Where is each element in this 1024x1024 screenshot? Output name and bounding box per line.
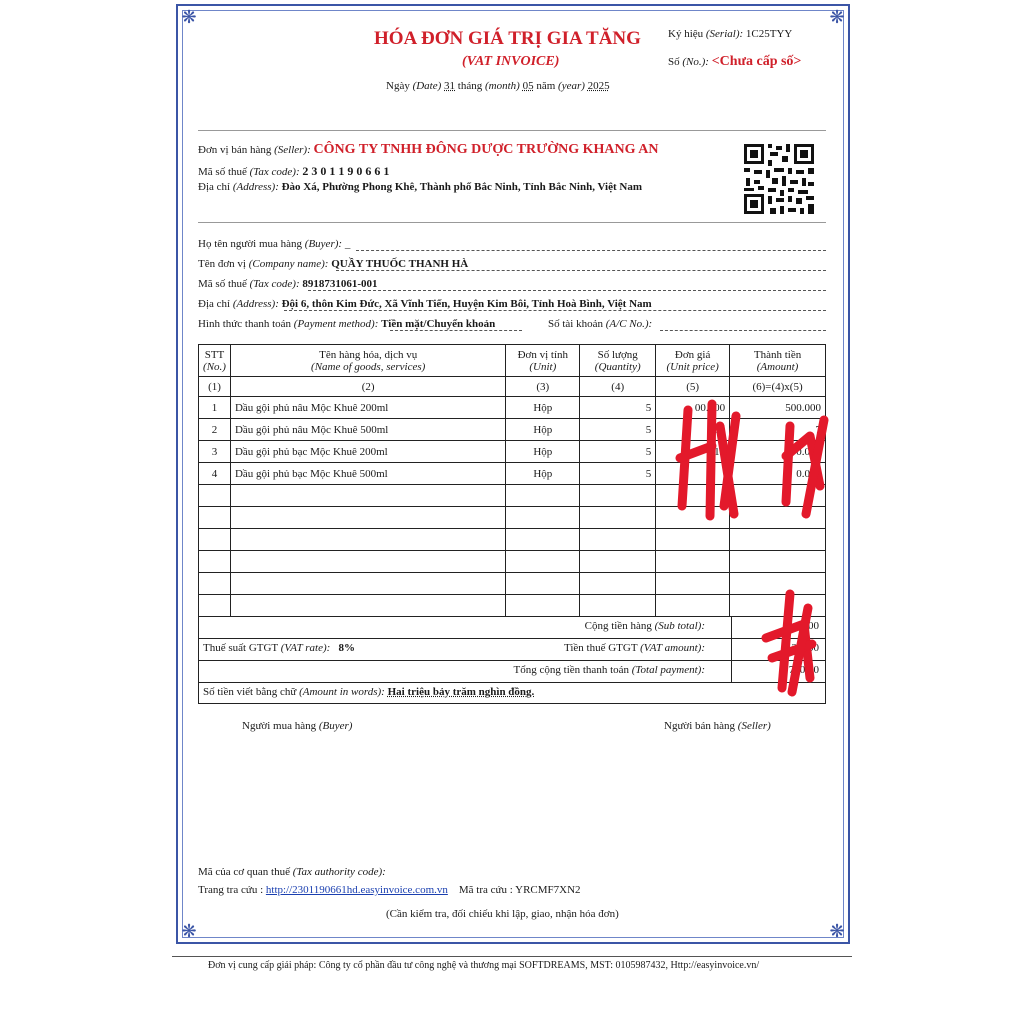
dotted-line xyxy=(308,290,826,291)
table-row-empty xyxy=(199,595,826,617)
column-index: (6)=(4)x(5) xyxy=(730,377,826,397)
table-row-empty xyxy=(199,507,826,529)
items-table xyxy=(198,344,826,617)
divider xyxy=(198,222,826,223)
buyer-address-field: Địa chỉ (Address): Đội 6, thôn Kim Đức, Xã Vĩnh Tiến, Huyện Kim Bôi, Tỉnh Hoà Bình, Việt Nam xyxy=(198,298,652,310)
subtotal-value: 00 xyxy=(808,620,819,632)
buyer-name-field: Họ tên người mua hàng (Buyer): _ xyxy=(198,238,351,250)
row-number: 1 xyxy=(199,397,231,419)
lookup-site-link[interactable]: http://2301190661hd.easyinvoice.com.vn xyxy=(265,884,448,896)
column-index-row xyxy=(199,377,826,397)
amount-in-words-field: Số tiền viết bằng chữ (Amount in words): Hai triệu bảy trăm nghìn đồng. xyxy=(203,686,535,698)
item-name: Dầu gội phủ bạc Mộc Khuê 200ml xyxy=(230,441,505,463)
vat-rate-field: Thuế suất GTGT (VAT rate): 8% xyxy=(203,642,356,654)
item-quantity: 5 xyxy=(580,397,656,419)
invoice-date: Ngày (Date) 31 tháng (month) 05 năm (year) 2025 xyxy=(386,80,610,92)
provider-footer: Đơn vị cung cấp giải pháp: Công ty cổ phần đầu tư công nghệ và thương mại SOFTDREAMS, MST: 0105987432, Http://easyinvoice.vn/ xyxy=(208,960,760,971)
seller-address-field: Địa chỉ (Address): Đào Xá, Phường Phong Khê, Thành phố Bắc Ninh, Tỉnh Bắc Ninh, Việt Nam xyxy=(198,181,643,193)
lookup-code: YRCMF7XN2 xyxy=(515,884,581,896)
invoice-number-field: Số (No.): <Chưa cấp số> xyxy=(668,54,802,69)
item-unit: Hộp xyxy=(506,397,580,419)
buyer-signature-label: Người mua hàng (Buyer) xyxy=(242,720,353,732)
item-unit-price xyxy=(656,463,730,485)
corner-ornament-icon: ❋ xyxy=(829,921,845,941)
cell-divider xyxy=(731,660,732,682)
item-unit: Hộp xyxy=(506,463,580,485)
column-index: (1) xyxy=(199,377,231,397)
item-quantity: 5 xyxy=(580,463,656,485)
seller-signature-label: Người bán hàng (Seller) xyxy=(664,720,771,732)
total-value: 700 00 xyxy=(788,664,819,676)
item-amount: 0.000 xyxy=(730,441,826,463)
table-row-empty xyxy=(199,529,826,551)
table-row xyxy=(199,441,826,463)
total-row xyxy=(199,660,825,683)
item-name: Dầu gội phủ bạc Mộc Khuê 500ml xyxy=(230,463,505,485)
column-index: (3) xyxy=(506,377,580,397)
item-quantity: 5 xyxy=(580,419,656,441)
column-index: (5) xyxy=(656,377,730,397)
vat-amount-label: Tiền thuế GTGT (VAT amount): xyxy=(564,642,705,654)
row-number: 4 xyxy=(199,463,231,485)
lookup-code-label: Mã tra cứu : xyxy=(458,884,513,896)
corner-ornament-icon: ❋ xyxy=(181,921,197,941)
column-header: Thành tiền (Amount) xyxy=(730,345,826,377)
corner-ornament-icon: ❋ xyxy=(181,7,197,27)
dotted-line xyxy=(284,310,826,311)
corner-ornament-icon: ❋ xyxy=(829,7,845,27)
verification-note: (Cần kiểm tra, đối chiếu khi lập, giao, nhận hóa đơn) xyxy=(386,908,619,920)
divider xyxy=(198,130,826,131)
item-name: Dầu gội phủ nâu Mộc Khuê 200ml xyxy=(230,397,505,419)
invoice-title: HÓA ĐƠN GIÁ TRỊ GIA TĂNG xyxy=(374,28,641,49)
item-amount: 500.000 xyxy=(730,397,826,419)
table-row xyxy=(199,463,826,485)
dotted-line xyxy=(356,250,826,251)
invoice-subtitle: (VAT INVOICE) xyxy=(462,54,560,69)
table-row xyxy=(199,419,826,441)
footer-divider xyxy=(172,956,852,957)
account-number-field: Số tài khoản (A/C No.): xyxy=(548,318,653,330)
column-index: (4) xyxy=(580,377,656,397)
table-header-row xyxy=(199,345,826,377)
item-amount: 0.000 xyxy=(730,463,826,485)
column-index: (2) xyxy=(230,377,505,397)
buyer-tax-field: Mã số thuế (Tax code): 8918731061-001 xyxy=(198,278,378,290)
item-unit: Hộp xyxy=(506,441,580,463)
cell-divider xyxy=(731,616,732,638)
column-header: Đơn vị tính (Unit) xyxy=(506,345,580,377)
vat-row xyxy=(199,638,825,661)
vat-amount-value: 20 .00 xyxy=(791,642,819,654)
tax-authority-code-field: Mã của cơ quan thuế (Tax authority code): xyxy=(198,866,386,878)
row-number: 2 xyxy=(199,419,231,441)
column-header: Tên hàng hóa, dịch vụ (Name of goods, services) xyxy=(230,345,505,377)
qr-code xyxy=(742,142,816,216)
item-unit: Hộp xyxy=(506,419,580,441)
serial-field: Ký hiệu (Serial): 1C25TYY xyxy=(668,28,793,40)
dotted-line xyxy=(336,270,826,271)
column-header: Số lượng (Quantity) xyxy=(580,345,656,377)
subtotal-label: Cộng tiền hàng (Sub total): xyxy=(584,620,705,632)
row-number: 3 xyxy=(199,441,231,463)
lookup-site-label: Trang tra cứu : xyxy=(198,884,264,896)
totals-block xyxy=(198,616,826,704)
column-header: STT (No.) xyxy=(199,345,231,377)
table-row xyxy=(199,397,826,419)
item-name: Dầu gội phủ nâu Mộc Khuê 500ml xyxy=(230,419,505,441)
table-row-empty xyxy=(199,485,826,507)
item-quantity: 5 xyxy=(580,441,656,463)
buyer-company-field: Tên đơn vị (Company name): QUẦY THUỐC THANH HÀ xyxy=(198,258,469,270)
cell-divider xyxy=(731,638,732,660)
item-amount: 7 xyxy=(730,419,826,441)
total-label: Tổng cộng tiền thanh toán (Total payment): xyxy=(513,664,705,676)
subtotal-row xyxy=(199,616,825,639)
seller-tax-field: Mã số thuế (Tax code): 2 3 0 1 1 9 0 6 6 1 xyxy=(198,164,390,178)
lookup-line xyxy=(198,884,581,896)
payment-method-field: Hình thức thanh toán (Payment method): Tiền mặt/Chuyển khoản xyxy=(198,318,496,330)
table-row-empty xyxy=(199,551,826,573)
dotted-line xyxy=(390,330,522,331)
seller-name-field: Đơn vị bán hàng (Seller): CÔNG TY TNHH ĐÔNG DƯỢC TRƯỜNG KHANG AN xyxy=(198,142,659,157)
dotted-line xyxy=(660,330,826,331)
table-row-empty xyxy=(199,573,826,595)
item-unit-price: 50 xyxy=(656,419,730,441)
column-header: Đơn giá (Unit price) xyxy=(656,345,730,377)
item-unit-price: 00.000 xyxy=(656,397,730,419)
item-unit-price: 10 xyxy=(656,441,730,463)
